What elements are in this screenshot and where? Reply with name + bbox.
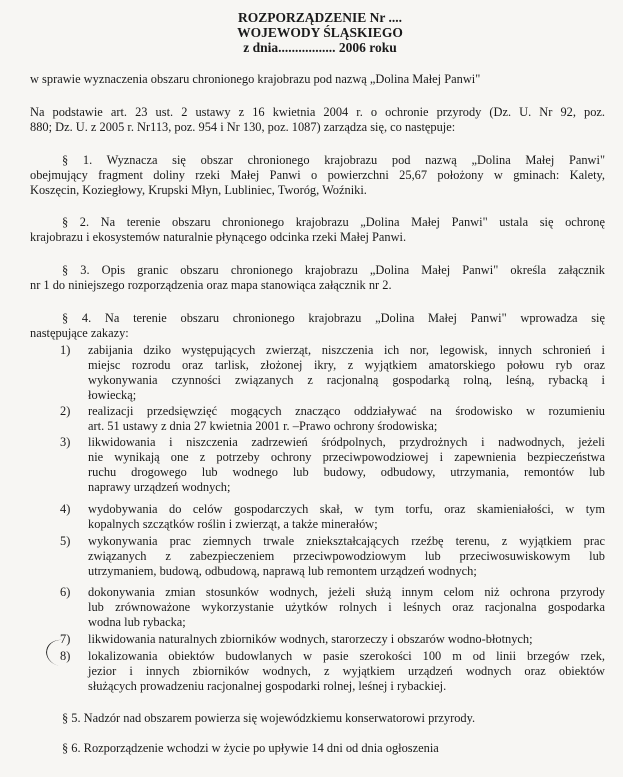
- paragraph-4-line: następujące zakazy:: [30, 326, 129, 340]
- prohibition-line: wodna lub rybacka;: [88, 615, 186, 629]
- prohibition-line: miejsc rozrodu oraz tarlisk, złożonej ikry, z wyjątkiem amatorskiego połowu ryb oraz: [88, 358, 605, 372]
- paragraph-1-line: obejmujący fragment doliny rzeki Małej Panwi o powierzchni 25,67 położony w gminach: Kalety,: [30, 168, 605, 182]
- paragraph-2-line: § 2. Na terenie obszaru chronionego krajobrazu „Dolina Małej Panwi" ustala się ochronę: [62, 215, 605, 229]
- prohibition-line: kopalnych szczątków roślin i zwierząt, a także minerałów;: [88, 517, 378, 531]
- prohibition-line: zabijania dziko występujących zwierząt, niszczenia ich nor, legowisk, innych schronień i: [88, 343, 605, 357]
- preamble-line: 880; Dz. U. z 2005 r. Nr113, poz. 954 i Nr 130, poz. 1087) zarządza się, co następuje:: [30, 120, 456, 134]
- prohibition-line: realizacji przedsięwzięć mogących znacząco oddziaływać na środowisko w rozumieniu: [88, 404, 605, 418]
- issuer-title: WOJEWODY ŚLĄSKIEGO: [237, 25, 403, 40]
- prohibition-line: likwidowania naturalnych zbiorników wodnych, starorzeczy i obszarów wodno-błotnych;: [88, 632, 533, 646]
- list-number: 4): [60, 502, 71, 516]
- list-number: 1): [60, 343, 71, 357]
- prohibition-line: likwidowania i niszczenia zadrzewień śródpolnych, przydrożnych i nadwodnych, jeżeli: [88, 435, 605, 449]
- paragraph-6-line: § 6. Rozporządzenie wchodzi w życie po upływie 14 dni od dnia ogłoszenia: [62, 741, 439, 755]
- paragraph-2-line: krajobrazu i ekosystemów naturalnie płynącego odcinka rzeki Małej Panwi.: [30, 230, 407, 244]
- paragraph-4-line: § 4. Na terenie obszaru chronionego krajobrazu „Dolina Małej Panwi" wprowadza się: [62, 311, 605, 325]
- paragraph-5-line: § 5. Nadzór nad obszarem powierza się wojewódzkiemu konserwatorowi przyrody.: [62, 711, 476, 725]
- prohibition-line: związanych z zabezpieczeniem przeciwpowodziowym lub przeciwosuwiskowym lub: [88, 549, 605, 563]
- list-number: 2): [60, 404, 71, 418]
- prohibition-line: naprawy urządzeń wodnych;: [88, 480, 231, 494]
- prohibition-line: łowiecką;: [88, 388, 137, 402]
- prohibition-line: jezior i innych zbiorników wodnych, z wyjątkiem urządzeń wodnych oraz obiektów: [88, 664, 605, 678]
- paragraph-3-line: § 3. Opis granic obszaru chronionego krajobrazu „Dolina Małej Panwi" określa załącznik: [62, 263, 605, 277]
- prohibition-line: ruchu drogowego lub wodnego lub budowy, odbudowy, utrzymania, remontów lub: [88, 465, 605, 479]
- paragraph-3-line: nr 1 do niniejszego rozporządzenia oraz mapa stanowiąca załącznik nr 2.: [30, 278, 392, 292]
- regulation-title: ROZPORZĄDZENIE Nr ....: [237, 10, 403, 25]
- preamble-line: Na podstawie art. 23 ust. 2 ustawy z 16 kwietnia 2004 r. o ochronie przyrody (Dz. U. Nr 92, poz.: [30, 105, 605, 119]
- handwritten-bracket-mark: [44, 637, 80, 669]
- date-line: z dnia................. 2006 roku: [243, 40, 397, 55]
- prohibition-line: lokalizowania obiektów budowlanych w pasie szerokości 100 m od linii brzegów rzek,: [88, 649, 605, 663]
- prohibition-line: lub zrównoważone wykorzystanie użytków rolnych i leśnych oraz racjonalna gospodarka: [88, 600, 605, 614]
- prohibition-line: art. 51 ustawy z dnia 27 kwietnia 2001 r. –Prawo ochrony środowiska;: [88, 419, 438, 433]
- document-header: [200, 10, 440, 55]
- list-number: 5): [60, 534, 71, 548]
- prohibition-line: wydobywania do celów gospodarczych skał, w tym torfu, oraz skamieniałości, w tym: [88, 502, 605, 516]
- prohibition-line: służących prowadzeniu racjonalnej gospodarki rolnej, leśnej i rybackiej.: [88, 679, 447, 693]
- paragraph-1-line: Koszęcin, Koziegłowy, Krupski Młyn, Lubliniec, Tworóg, Woźniki.: [30, 183, 367, 197]
- prohibition-line: wykonywania prac ziemnych trwale zniekształcających rzeźbę terenu, z wyjątkiem prac: [88, 534, 605, 548]
- list-number: 3): [60, 435, 71, 449]
- prohibition-line: nie wynikają one z potrzeby ochrony przeciwpowodziowej i zapewnienia bezpieczeństwa: [88, 450, 605, 464]
- paragraph-1-line: § 1. Wyznacza się obszar chronionego krajobrazu pod nazwą „Dolina Małej Panwi": [62, 153, 605, 167]
- list-number: 6): [60, 585, 71, 599]
- subject-line: w sprawie wyznaczenia obszaru chronionego krajobrazu pod nazwą „Dolina Małej Panwi": [30, 72, 481, 86]
- prohibition-line: wykonywania czynności związanych z racjonalną gospodarką rolną, leśną, rybacką i: [88, 373, 605, 387]
- prohibition-line: utrzymaniem, budową, odbudową, naprawą lub remontem urządzeń wodnych;: [88, 564, 477, 578]
- list-number: 8): [60, 649, 71, 663]
- prohibition-line: dokonywania zmian stosunków wodnych, jeżeli służą innym celom niż ochrona przyrody: [88, 585, 605, 599]
- list-number: 7): [60, 632, 71, 646]
